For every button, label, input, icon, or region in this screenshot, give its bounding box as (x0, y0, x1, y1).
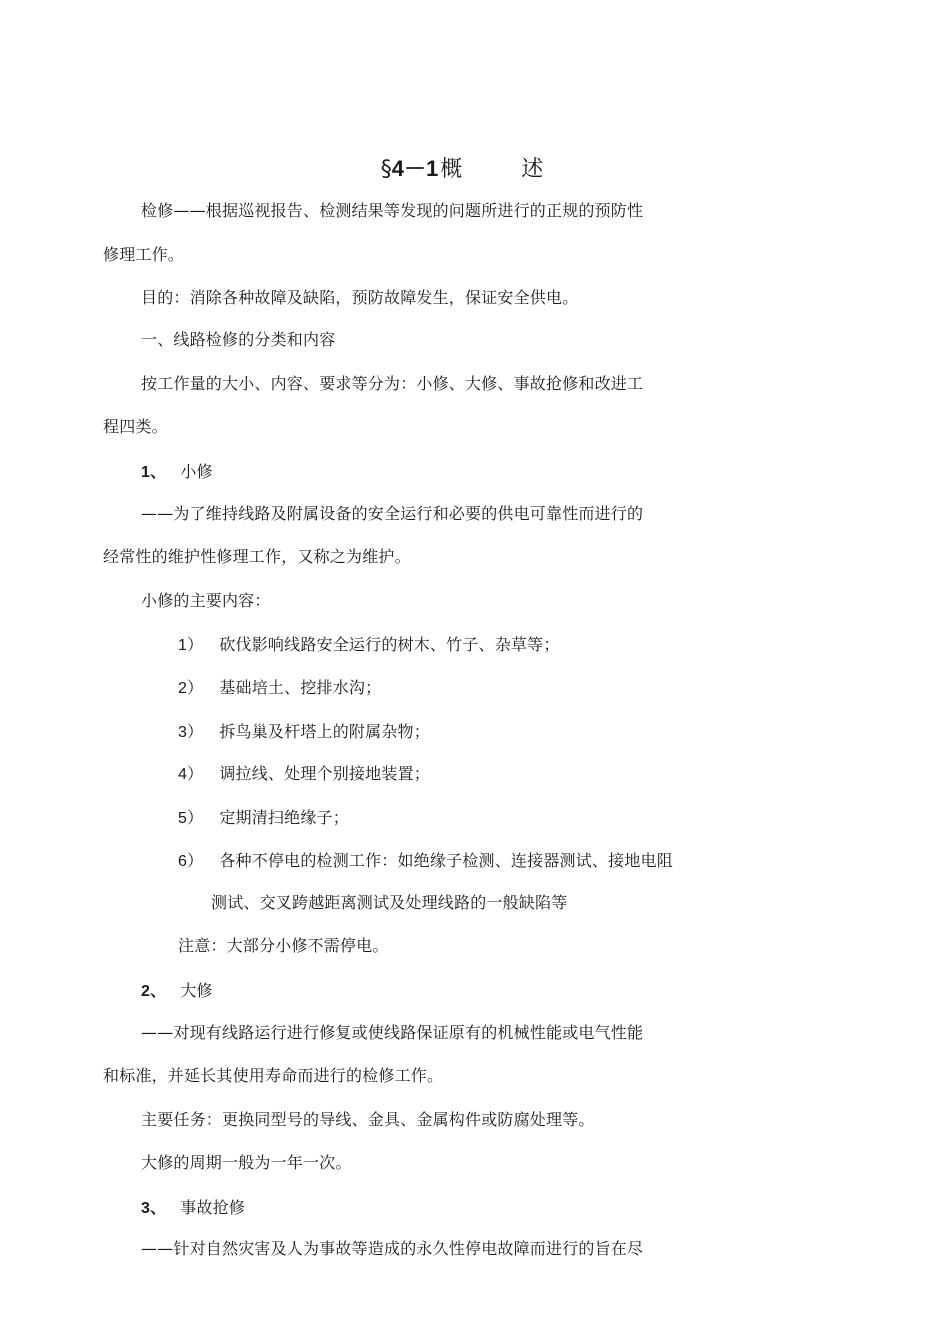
list-item-text: 拆鸟巢及杆塔上的附属杂物； (219, 722, 430, 741)
section-title-word: 概 述 (440, 157, 570, 182)
paragraph-classification-cont: 程四类。 (103, 417, 168, 436)
list-item (178, 721, 430, 744)
section-number: 4－1 (391, 156, 439, 181)
list-item (178, 850, 673, 873)
subheading-label: 小修 (180, 462, 213, 481)
subheading-number: 1、 (141, 464, 167, 481)
paragraph-minor-definition: ——为了维持线路及附属设备的安全运行和必要的供电可靠性而进行的 (141, 504, 644, 523)
list-item-number: 5） (178, 810, 204, 827)
page-title (0, 154, 950, 185)
paragraph-major-cycle: 大修的周期一般为一年一次。 (141, 1153, 352, 1172)
subheading-emergency-repair (141, 1197, 245, 1220)
subheading-number: 3、 (141, 1200, 167, 1217)
section-symbol: § (380, 157, 392, 182)
heading-classification: 一、线路检修的分类和内容 (141, 330, 336, 349)
paragraph-emergency-definition: ——针对自然灾害及人为事故等造成的永久性停电故障而进行的旨在尽 (141, 1239, 644, 1258)
subheading-minor-repair (141, 461, 213, 484)
list-item-number: 1） (178, 637, 204, 654)
list-item-number: 4） (178, 766, 204, 783)
list-item (178, 677, 381, 700)
list-item-continuation: 测试、交叉跨越距离测试及处理线路的一般缺陷等 (211, 893, 568, 912)
paragraph-major-definition: ——对现有线路运行进行修复或使线路保证原有的机械性能或电气性能 (141, 1023, 644, 1042)
subheading-major-repair (141, 980, 213, 1003)
list-item-text: 调拉线、处理个别接地装置； (219, 764, 430, 783)
minor-content-label: 小修的主要内容： (141, 591, 271, 610)
paragraph-classification: 按工作量的大小、内容、要求等分为：小修、大修、事故抢修和改进工 (141, 374, 644, 393)
list-item-number: 6） (178, 853, 204, 870)
paragraph-overhaul-definition-cont: 修理工作。 (103, 245, 185, 264)
paragraph-major-definition-cont: 和标准，并延长其使用寿命而进行的检修工作。 (103, 1066, 444, 1085)
list-item-text: 各种不停电的检测工作：如绝缘子检测、连接器测试、接地电阻 (219, 851, 673, 870)
list-item-number: 2） (178, 680, 204, 697)
list-item-text: 定期清扫绝缘子； (219, 808, 349, 827)
subheading-number: 2、 (141, 983, 167, 1000)
subheading-label: 事故抢修 (180, 1198, 246, 1217)
subheading-label: 大修 (180, 981, 213, 1000)
paragraph-minor-definition-cont: 经常性的维护性修理工作，又称之为维护。 (103, 547, 411, 566)
paragraph-overhaul-definition: 检修——根据巡视报告、检测结果等发现的问题所进行的正规的预防性 (141, 201, 644, 220)
list-item (178, 807, 349, 830)
list-item-text: 砍伐影响线路安全运行的树木、竹子、杂草等； (219, 635, 560, 654)
list-item (178, 763, 430, 786)
list-item-number: 3） (178, 724, 204, 741)
paragraph-major-task: 主要任务：更换同型号的导线、金具、金属构件或防腐处理等。 (141, 1110, 595, 1129)
list-item-text: 基础培土、挖排水沟； (219, 678, 382, 697)
minor-note: 注意：大部分小修不需停电。 (178, 936, 389, 955)
list-item (178, 634, 560, 657)
paragraph-purpose: 目的：消除各种故障及缺陷，预防故障发生，保证安全供电。 (141, 288, 579, 307)
